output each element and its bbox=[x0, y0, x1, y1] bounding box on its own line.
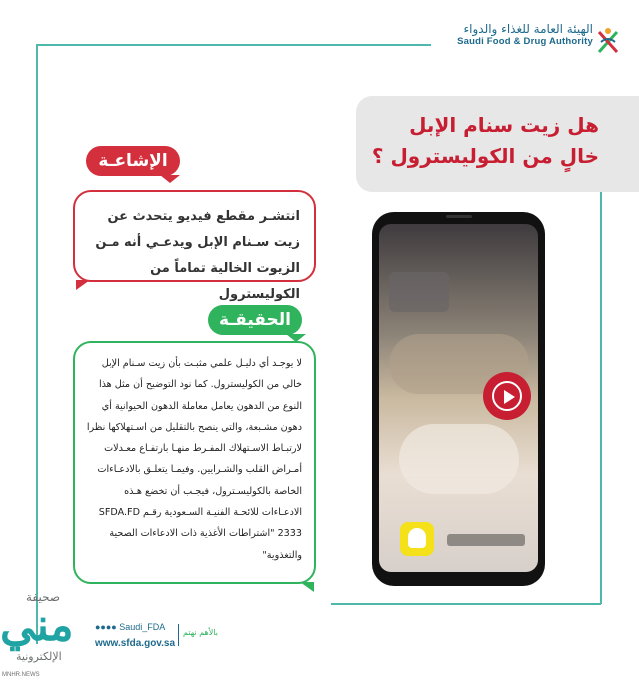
frame-left-line bbox=[36, 44, 38, 644]
play-icon bbox=[492, 381, 522, 411]
frame-bottom-line bbox=[331, 603, 601, 605]
frame-right-line bbox=[600, 190, 602, 604]
phone-speaker bbox=[446, 215, 472, 218]
phone-mockup bbox=[372, 212, 545, 586]
video-blur-region bbox=[399, 424, 519, 494]
play-button[interactable] bbox=[483, 372, 531, 420]
rumor-text: انتشـر مقطع فيديو يتحدث عن زيت سـنام الإبل ويدعـي أنه مـن الزيوت الخالية تماماً من الكوليسترول bbox=[73, 190, 316, 282]
play-triangle-icon bbox=[504, 390, 515, 404]
sfda-logo-icon bbox=[595, 26, 621, 56]
social-handle: Saudi_FDA bbox=[119, 622, 166, 632]
brand-name-ar: الهيئة العامة للغذاء والدواء bbox=[463, 22, 593, 36]
brand-header bbox=[413, 22, 593, 62]
rumor-label: الإشاعـة bbox=[86, 146, 180, 176]
news-watermark bbox=[0, 590, 80, 680]
watermark-bottom: الإلكترونية bbox=[16, 650, 62, 663]
phone-notch bbox=[425, 212, 493, 222]
fact-text: لا يوجـد أي دليـل علمي مثبـت بأن زيت سـنام الإبل خالي من الكوليسترول. كما نود التوضيح أن مثل هذا النوع من الدهون يعامل معاملة الدهون الحيوانية أي دهون مشـبعة، والتي ينصح بالتقليل من اسـتهلاكها نظرا لارتبـاط الاسـتهلاك المفـرط منهـا بارتفـاع معـدلات أمـراض القلب والشـرايين. وفيمـا يتعلـق بالادعـاءات الخاصة بالكوليسـترول، فيجـب أن تخضع هـذه الادعـاءات للائحـة الفنيـة السـعودية رقـم SFDA.FD 2333 "اشتراطات الأغذية ذات الادعاءات الصحية والتغذوية" bbox=[73, 341, 316, 584]
fact-box-tail bbox=[300, 582, 314, 592]
footer-slogan: بالأهم نهتم bbox=[183, 628, 218, 637]
video-thumbnail[interactable] bbox=[379, 224, 538, 572]
rumor-label-tail bbox=[160, 175, 180, 183]
social-icons: ●●●● bbox=[95, 622, 120, 632]
fact-label: الحقيقـة bbox=[208, 305, 302, 335]
question-line-2: خالٍ من الكوليسترول ؟ bbox=[371, 144, 599, 168]
watermark-top: صحيفة bbox=[26, 590, 61, 604]
brand-name-en: Saudi Food & Drug Authority bbox=[457, 36, 593, 47]
watermark-tiny: MNHR.NEWS bbox=[2, 672, 40, 678]
footer-separator bbox=[178, 624, 179, 646]
footer-social bbox=[95, 622, 165, 632]
video-caption-blur bbox=[447, 534, 525, 546]
question-line-1: هل زيت سنام الإبل bbox=[409, 113, 599, 137]
video-blur-region bbox=[389, 272, 449, 312]
snapchat-ghost-icon bbox=[408, 528, 426, 548]
watermark-logo: مني bbox=[0, 601, 74, 650]
snapchat-icon bbox=[400, 522, 434, 556]
footer-url[interactable]: www.sfda.gov.sa bbox=[95, 638, 176, 649]
question-banner bbox=[356, 96, 639, 192]
rumor-box-tail bbox=[76, 280, 90, 290]
frame-top-line bbox=[36, 44, 431, 46]
